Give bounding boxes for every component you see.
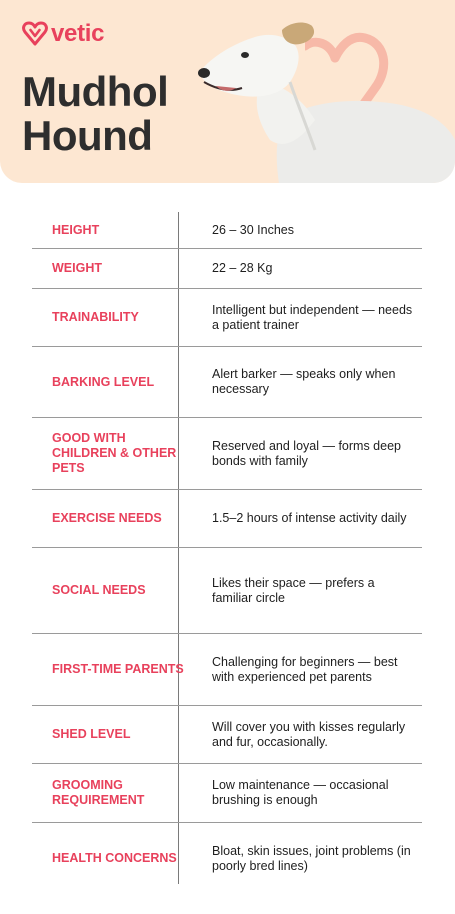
trait-value: 26 – 30 Inches: [212, 222, 295, 237]
trait-label: WEIGHT: [52, 261, 102, 275]
trait-value: Likes their space — prefers a familiar circle: [212, 575, 375, 605]
breed-traits-table: [32, 212, 422, 894]
trait-label: FIRST-TIME PARENTS: [52, 662, 184, 676]
table-row: [32, 548, 422, 634]
trait-value: Intelligent but independent — needs a patient trainer: [212, 302, 413, 332]
heart-logo-icon: [22, 21, 48, 47]
trait-label: BARKING LEVEL: [52, 374, 155, 389]
table-row: [32, 249, 422, 289]
brand-name: vetic: [51, 20, 105, 47]
title-line-2: Hound: [22, 112, 153, 159]
trait-label: SHED LEVEL: [52, 727, 131, 741]
trait-value: 22 – 28 Kg: [212, 261, 273, 275]
trait-label: EXERCISE NEEDS: [52, 511, 162, 525]
table-row: [32, 634, 422, 706]
trait-value: Alert barker — speaks only when necessary: [212, 367, 396, 396]
trait-label: GROOMING REQUIREMENT: [52, 778, 145, 807]
trait-value: Challenging for beginners — best with experienced pet parents: [212, 654, 398, 684]
table-row: [32, 764, 422, 823]
trait-value: Will cover you with kisses regularly and fur, occasionally.: [212, 719, 406, 749]
brand-logo[interactable]: [22, 20, 104, 48]
trait-value: Reserved and loyal — forms deep bonds with family: [212, 438, 401, 468]
title-line-1: Mudhol: [22, 68, 169, 115]
trait-label: TRAINABILITY: [52, 310, 139, 324]
table-row: [32, 823, 422, 894]
table-row: [32, 289, 422, 347]
table-row: [32, 490, 422, 548]
trait-label: GOOD WITH CHILDREN & OTHER PETS: [52, 431, 177, 475]
header-banner: [0, 0, 455, 183]
trait-value: Low maintenance — occasional brushing is enough: [212, 778, 389, 807]
trait-label: HEIGHT: [52, 222, 100, 237]
trait-label: SOCIAL NEEDS: [52, 583, 146, 597]
table-row: [32, 418, 422, 490]
table-row: [32, 706, 422, 764]
table-row: [32, 347, 422, 418]
table-row: [32, 212, 422, 249]
trait-value: Bloat, skin issues, joint problems (in poorly bred lines): [212, 843, 411, 873]
page-title: [22, 70, 168, 158]
trait-label: HEALTH CONCERNS: [52, 851, 177, 865]
dog-illustration-icon: [190, 10, 455, 183]
trait-value: 1.5–2 hours of intense activity daily: [212, 511, 407, 525]
